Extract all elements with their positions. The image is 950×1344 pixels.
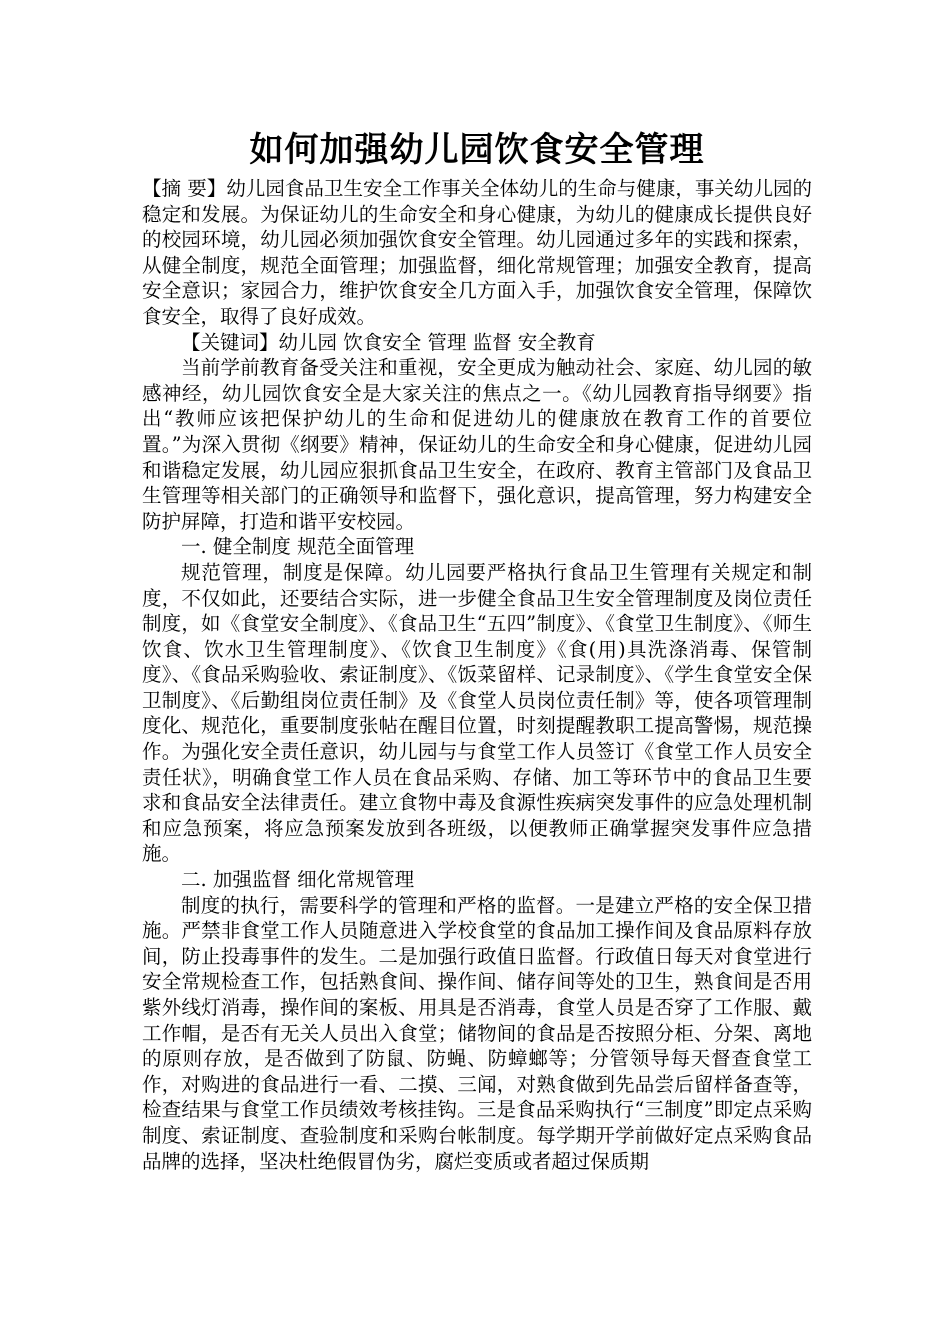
document-title: 如何加强幼儿园饮食安全管理	[249, 130, 705, 170]
intro-paragraph: 当前学前教育备受关注和重视，安全更成为触动社会、家庭、幼儿园的敏感神经，幼儿园饮食安全是大家关注的焦点之一。《幼儿园教育指导纲要》指出“教师应该把保护幼儿的生命和促进幼儿的健康放在教育工作的首要位置。”为深入贯彻《纲要》精神，保证幼儿的生命安全和身心健康，促进幼儿园和谐稳定发展，幼儿园应狠抓食品卫生安全，在政府、教育主管部门及食品卫生管理等相关部门的正确领导和监督下，强化意识，提高管理，努力构建安全防护屏障，打造和谐平安校园。	[142, 356, 812, 533]
keywords-line: 【关键词】幼儿园 饮食安全 管理 监督 安全教育	[181, 330, 596, 354]
section-2-heading: 二. 加强监督 细化常规管理	[181, 868, 415, 892]
section-2-paragraph: 制度的执行，需要科学的管理和严格的监督。一是建立严格的安全保卫措施。严禁非食堂工作人员随意进入学校食堂的食品加工操作间及食品原料存放间，防止投毒事件的发生。二是加强行政值日监督。行政值日每天对食堂进行安全常规检查工作，包括熟食间、操作间、储存间等处的卫生，熟食间是否用紫外线灯消毒，操作间的案板、用具是否消毒，食堂人员是否穿了工作服、戴工作帽，是否有无关人员出入食堂；储物间的食品是否按照分柜、分架、离地的原则存放，是否做到了防鼠、防蝇、防蟑螂等；分管领导每天督查食堂工作，对购进的食品进行一看、二摸、三闻，对熟食做到先品尝后留样备查等，检查结果与食堂工作员绩效考核挂钩。三是食品采购执行“三制度”即定点采购制度、索证制度、查验制度和采购台帐制度。每学期开学前做好定点采购食品品牌的选择，坚决杜绝假冒伪劣，腐烂变质或者超过保质期	[142, 893, 812, 1173]
section-1-paragraph: 规范管理，制度是保障。幼儿园要严格执行食品卫生管理有关规定和制度，不仅如此，还要结合实际，进一步健全食品卫生安全管理制度及岗位责任制度，如《食堂安全制度》、《食品卫生“五四”制度》、《食堂卫生制度》、《师生饮食、饮水卫生管理制度》、《饮食卫生制度》《食(用)具洗涤消毒、保管制度》、《食品采购验收、索证制度》、《饭菜留样、记录制度》、《学生食堂安全保卫制度》、《后勤组岗位责任制》及《食堂人员岗位责任制》等，使各项管理制度化、规范化，重要制度张帖在醒目位置，时刻提醒教职工提高警惕，规范操作。为强化安全责任意识，幼儿园与与食堂工作人员签订《食堂工作人员安全责任状》，明确食堂工作人员在食品采购、存储、加工等环节中的食品卫生要求和食品安全法律责任。建立食物中毒及食源性疾病突发事件的应急处理机制和应急预案，将应急预案发放到各班级，以便教师正确掌握突发事件应急措施。	[142, 560, 812, 866]
abstract-paragraph: 【摘 要】幼儿园食品卫生安全工作事关全体幼儿的生命与健康，事关幼儿园的稳定和发展。为保证幼儿的生命安全和身心健康，为幼儿的健康成长提供良好的校园环境，幼儿园必须加强饮食安全管理。幼儿园通过多年的实践和探索，从健全制度，规范全面管理；加强监督，细化常规管理；加强安全教育，提高安全意识；家园合力，维护饮食安全几方面入手，加强饮食安全管理，保障饮食安全，取得了良好成效。	[142, 177, 812, 328]
section-1-heading: 一. 健全制度 规范全面管理	[181, 535, 415, 559]
document-page	[142, 128, 812, 1174]
